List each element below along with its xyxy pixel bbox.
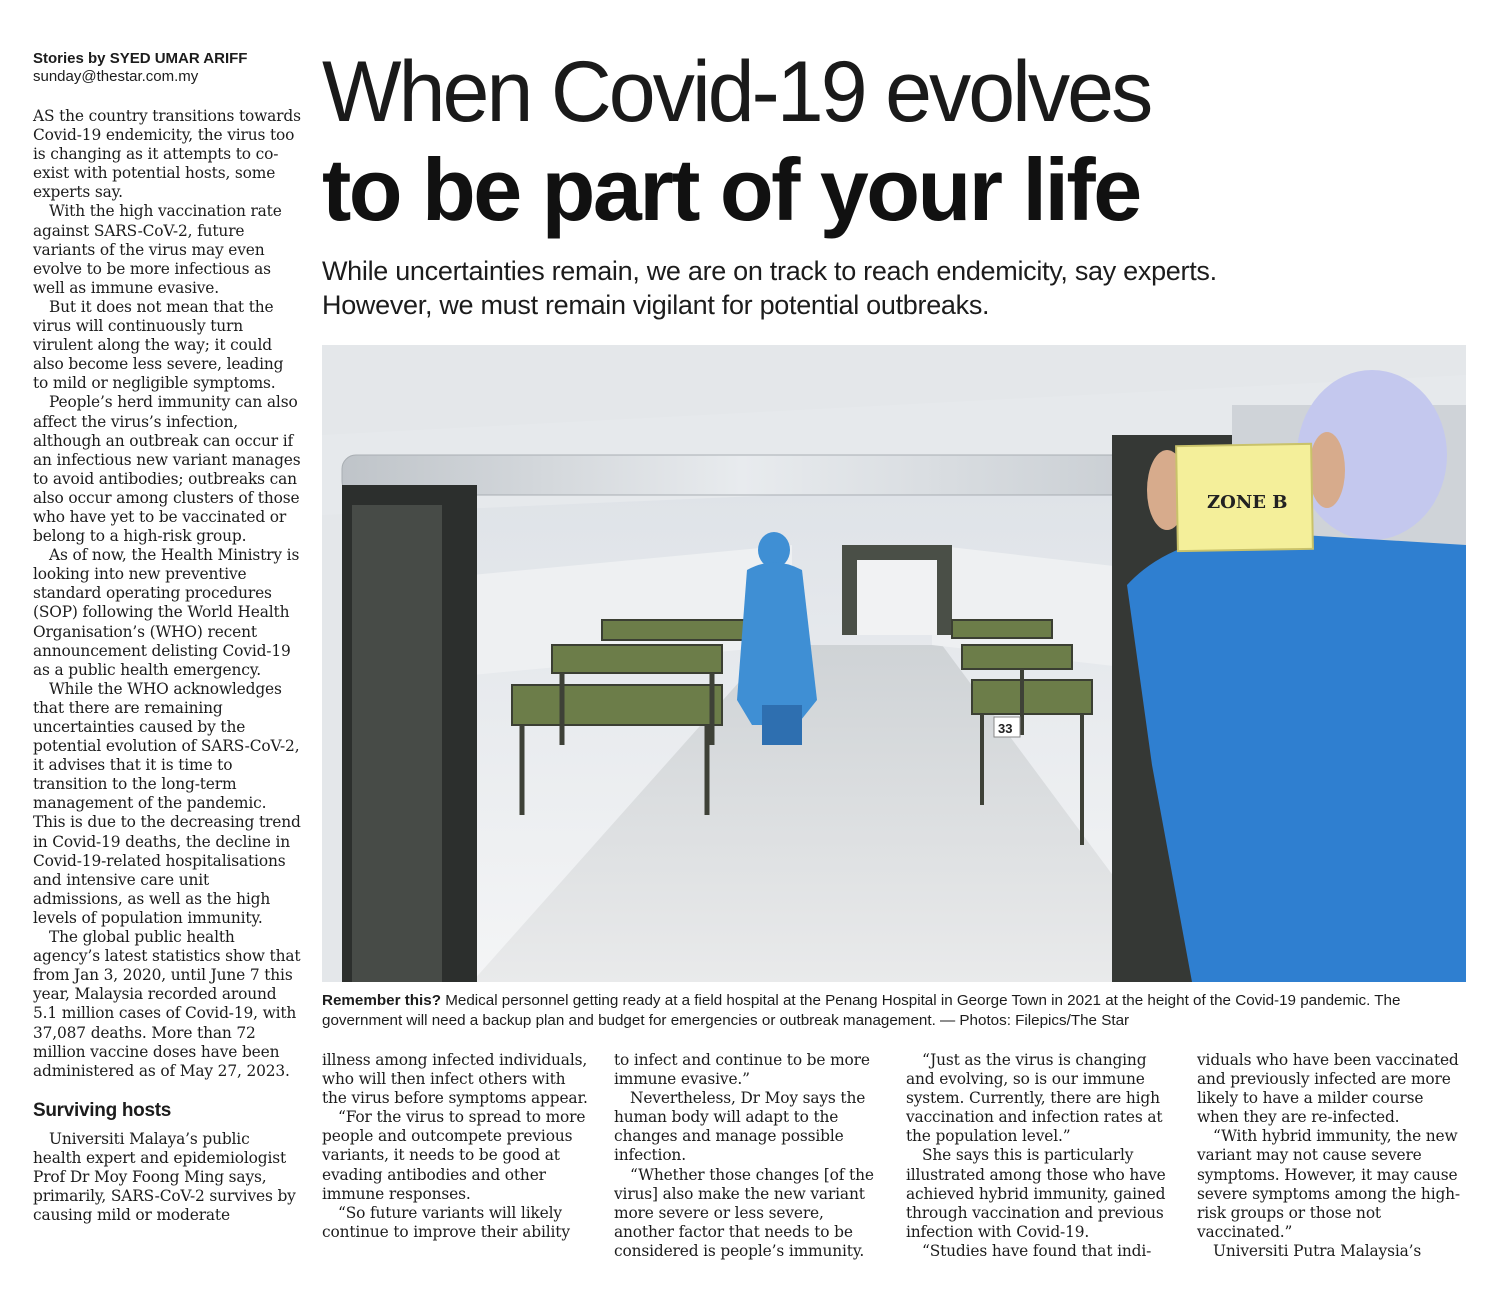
paragraph: “So future variants will likely continue to improve their ability bbox=[322, 1203, 570, 1241]
photo-caption bbox=[322, 991, 1472, 1031]
standfirst-line-2: However, we must remain vigilant for potential outbreaks. bbox=[322, 290, 990, 320]
paragraph: The global public health agency’s latest statistics show that from Jan 3, 2020, until June 7 this year, Malaysia recorded around 5.1 million cases of Covid-19, with 37,087 deaths. More than 72 million vaccine doses have been administered as of May 27, 2023. bbox=[33, 928, 301, 1080]
standfirst-line-1: While uncertainties remain, we are on track to reach endemicity, say experts. bbox=[322, 256, 1217, 286]
paragraph: Universiti Malaya’s public health expert and epidemiologist Prof Dr Moy Foong Ming says, primarily, SARS-CoV-2 survives by causing mild or moderate bbox=[33, 1129, 296, 1225]
paragraph: “With hybrid immunity, the new variant may not cause severe symptoms. However, it may cause severe symptoms among the high-risk groups or those not vaccinated.” bbox=[1197, 1127, 1460, 1241]
paragraph: Universiti Putra Malaysia’s bbox=[1213, 1241, 1422, 1260]
byline-email[interactable]: sunday@thestar.com.my bbox=[33, 68, 199, 85]
paragraph: She says this is particularly illustrated among those who have achieved hybrid immunity, gained through vaccination and previous infection with Covid-19. bbox=[906, 1146, 1166, 1241]
field-hospital-photo bbox=[322, 345, 1466, 982]
zone-sign bbox=[1176, 444, 1313, 551]
zone-sign-label: ZONE B bbox=[1207, 492, 1288, 513]
headline-line-2: to be part of your life bbox=[322, 140, 1140, 239]
article-column-5 bbox=[1197, 1051, 1469, 1261]
paragraph: With the high vaccination rate against SARS-CoV-2, future variants of the virus may even evolve to be more infectious as well as immune evasive. bbox=[33, 202, 282, 297]
article-column-1 bbox=[33, 107, 301, 1225]
paragraph: But it does not mean that the virus will continuously turn virulent along the way; it could also become less severe, leading to mild or negligible symptoms. bbox=[33, 297, 284, 393]
article-column-4 bbox=[906, 1051, 1176, 1261]
paragraph: “For the virus to spread to more people and outcompete previous variants, it needs to be good at evading antibodies and other immune responses. bbox=[322, 1108, 586, 1203]
bed-number: 33 bbox=[998, 721, 1013, 736]
paragraph: “Studies have found that indi- bbox=[922, 1241, 1152, 1260]
paragraph: viduals who have been vaccinated and previously infected are more likely to have a milder course when they are re-infected. bbox=[1197, 1051, 1459, 1127]
subheading: Surviving hosts bbox=[33, 1099, 172, 1121]
paragraph: “Just as the virus is changing and evolving, so is our immune system. Currently, there are high vaccination and infection rates at the population level.” bbox=[906, 1051, 1163, 1146]
byline-name: Stories by SYED UMAR ARIFF bbox=[33, 50, 248, 67]
paragraph: As of now, the Health Ministry is looking into new preventive standard operating procedures (SOP) following the World Health Organisation’s (WHO) recent announcement delisting Covid-19 as a public health emergency. bbox=[33, 546, 300, 679]
caption-text: Medical personnel getting ready at a field hospital at the Penang Hospital in George Town in 2021 at the height of the Covid-19 pandemic. The government will need a backup plan and budget for emergencies or outbreak management. — Photos: Filepics/The Star bbox=[322, 992, 1401, 1029]
standfirst bbox=[322, 254, 1482, 322]
paragraph: While the WHO acknowledges that there are remaining uncertainties caused by the potential evolution of SARS-CoV-2, it advises that it is time to transition to the long-term management of the pandemic. This is due to the decreasing trend in Covid-19 deaths, the decline in Covid-19-related hospitalisations and intensive care unit admissions, as well as the high levels of population immunity. bbox=[33, 679, 301, 927]
article-column-2 bbox=[322, 1051, 590, 1242]
photo-illustration bbox=[322, 345, 1466, 982]
paragraph: People’s herd immunity can also affect the virus’s infection, although an outbreak can occur if an infectious new variant manages to avoid antibodies; outbreaks can also occur among clusters of those who have yet to be vaccinated or belong to a high-risk group. bbox=[33, 393, 301, 546]
paragraph: “Whether those changes [of the virus] also make the new variant more severe or less severe, another factor that needs to be considered is people’s immunity. bbox=[614, 1165, 874, 1260]
caption-lead: Remember this? bbox=[322, 992, 442, 1009]
paragraph: to infect and continue to be more immune evasive.” bbox=[614, 1051, 870, 1089]
paragraph: illness among infected individuals, who will then infect others with the virus before symptoms appear. bbox=[322, 1051, 588, 1108]
paragraph: Nevertheless, Dr Moy says the human body will adapt to the changes and manage possible infection. bbox=[614, 1089, 866, 1165]
paragraph: AS the country transitions towards Covid-19 endemicity, the virus too is changing as it attempts to co-exist with potential hosts, some experts say. bbox=[33, 107, 301, 202]
byline bbox=[33, 50, 303, 86]
article-column-3 bbox=[614, 1051, 886, 1261]
headline-line-1: When Covid-19 evolves bbox=[322, 44, 1151, 140]
